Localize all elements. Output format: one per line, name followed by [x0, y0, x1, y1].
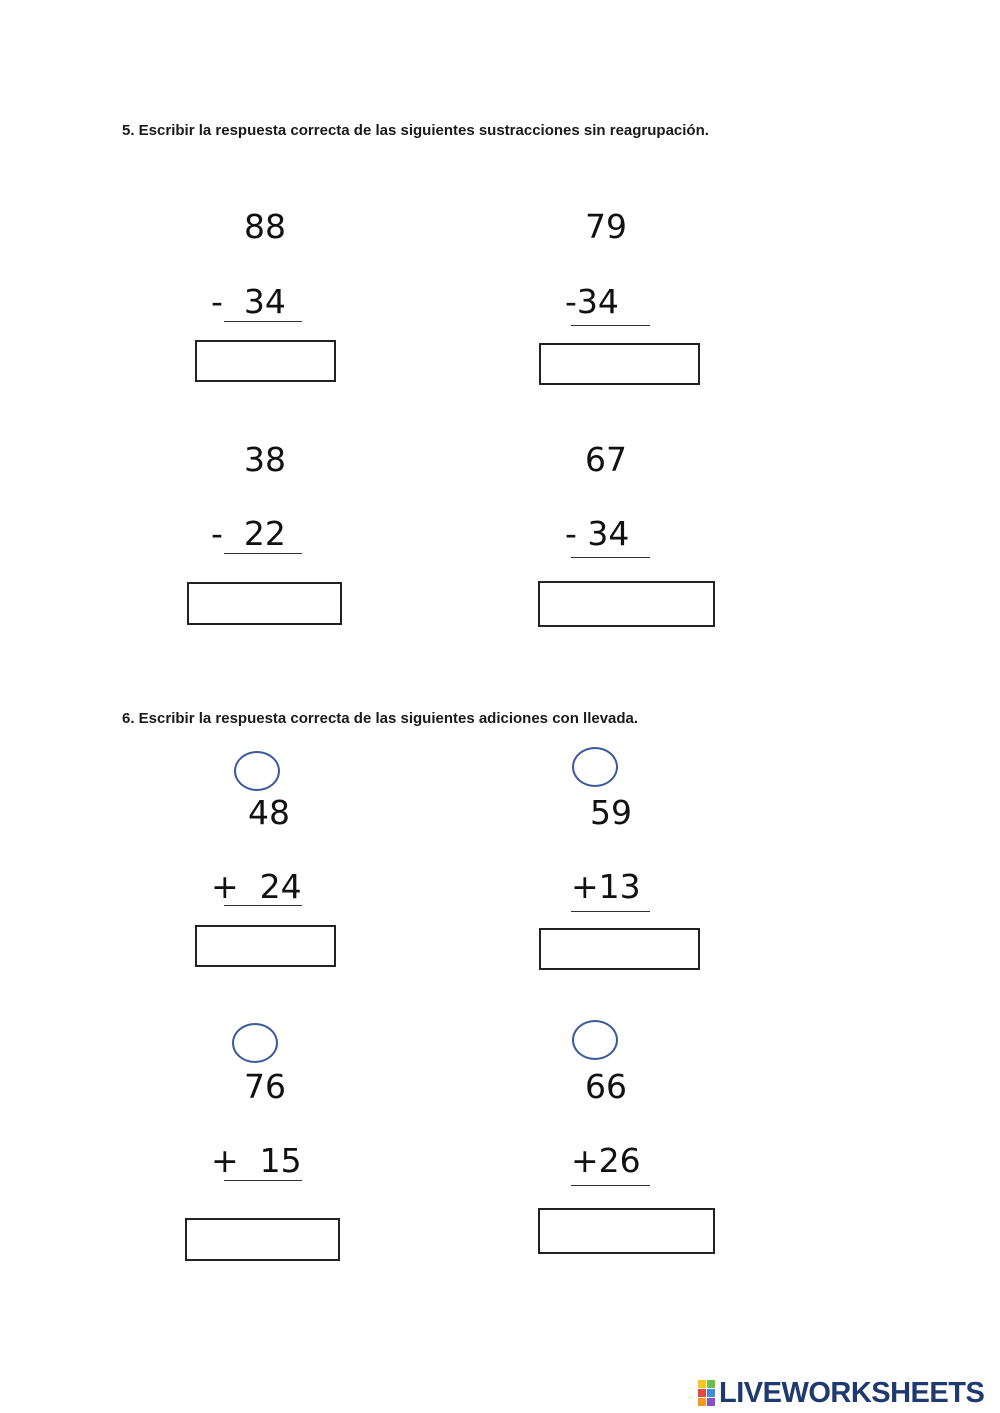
subtraction-1-rule	[224, 321, 302, 322]
addition-1-first-addend: 48	[248, 793, 290, 832]
logo-square	[698, 1380, 706, 1388]
logo-squares-icon	[698, 1380, 715, 1406]
subtraction-2-rule	[571, 325, 650, 326]
subtraction-4-rule	[571, 557, 650, 558]
addition-4-answer-box[interactable]	[538, 1208, 715, 1254]
logo-square	[707, 1389, 715, 1397]
addition-2-first-addend: 59	[590, 793, 632, 832]
logo-square	[698, 1389, 706, 1397]
subtraction-2-subtrahend: -34	[565, 282, 619, 321]
logo-square	[707, 1380, 715, 1388]
section-5-title: 5. Escribir la respuesta correcta de las siguientes sustracciones sin reagrupación.	[122, 122, 709, 139]
brand-name: LIVEWORKSHEETS	[719, 1376, 985, 1409]
liveworksheets-logo	[698, 1378, 984, 1408]
subtraction-3-rule	[224, 553, 302, 554]
addition-1-second-addend: + 24	[211, 867, 302, 906]
addition-2-rule	[571, 911, 650, 912]
addition-1-answer-box[interactable]	[195, 925, 336, 967]
addition-4-rule	[571, 1185, 650, 1186]
addition-3-rule	[224, 1180, 302, 1181]
subtraction-4-answer-box[interactable]	[538, 581, 715, 627]
subtraction-3-minuend: 38	[244, 440, 286, 479]
addition-4-first-addend: 66	[585, 1067, 627, 1106]
addition-2-second-addend: +13	[571, 867, 641, 906]
addition-1-carry-circle[interactable]	[234, 751, 280, 791]
subtraction-4-subtrahend: - 34	[565, 514, 630, 553]
addition-1-rule	[224, 905, 302, 906]
addition-4-carry-circle[interactable]	[572, 1020, 618, 1060]
addition-3-answer-box[interactable]	[185, 1218, 340, 1261]
addition-3-first-addend: 76	[244, 1067, 286, 1106]
subtraction-3-answer-box[interactable]	[187, 582, 342, 625]
logo-square	[707, 1398, 715, 1406]
subtraction-1-answer-box[interactable]	[195, 340, 336, 382]
subtraction-3-subtrahend: - 22	[211, 514, 286, 553]
subtraction-1-minuend: 88	[244, 207, 286, 246]
subtraction-1-subtrahend: - 34	[211, 282, 286, 321]
logo-square	[698, 1398, 706, 1406]
subtraction-4-minuend: 67	[585, 440, 627, 479]
addition-4-second-addend: +26	[571, 1141, 641, 1180]
subtraction-2-minuend: 79	[585, 207, 627, 246]
addition-3-second-addend: + 15	[211, 1141, 302, 1180]
addition-2-answer-box[interactable]	[539, 928, 700, 970]
section-6-title: 6. Escribir la respuesta correcta de las siguientes adiciones con llevada.	[122, 710, 639, 727]
addition-2-carry-circle[interactable]	[572, 747, 618, 787]
subtraction-2-answer-box[interactable]	[539, 343, 700, 385]
addition-3-carry-circle[interactable]	[232, 1023, 278, 1063]
